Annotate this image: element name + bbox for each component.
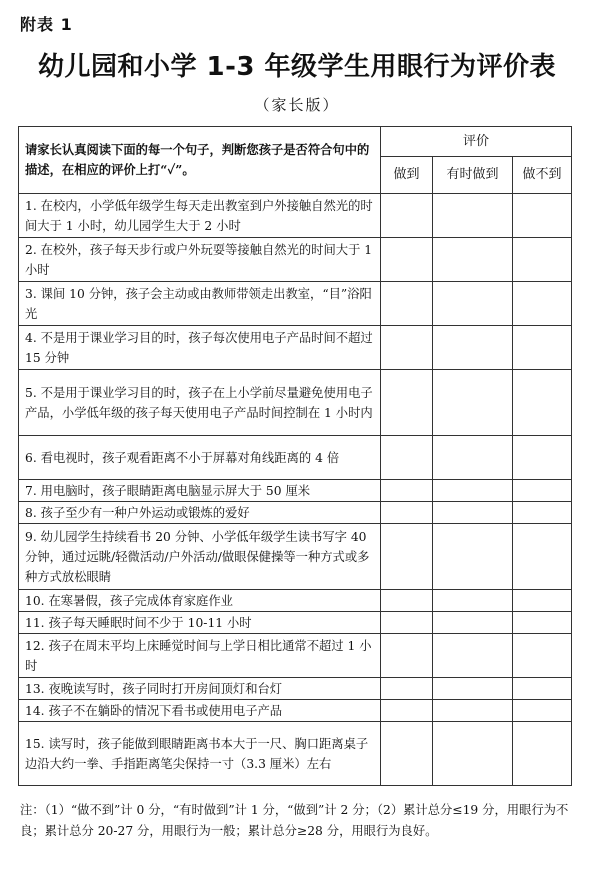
column-header-done: 做到 (381, 157, 433, 194)
table-row (19, 700, 572, 722)
rating-cell-sometimes[interactable] (433, 194, 513, 238)
column-header-not-done: 做不到 (513, 157, 572, 194)
rating-cell-done[interactable] (381, 678, 433, 700)
rating-cell-done[interactable] (381, 634, 433, 678)
rating-cell-sometimes[interactable] (433, 634, 513, 678)
rating-cell-not-done[interactable] (513, 590, 572, 612)
statement-cell: 4. 不是用于课业学习目的时，孩子每次使用电子产品时间不超过 15 分钟 (19, 326, 381, 370)
statement-cell: 2. 在校外，孩子每天步行或户外玩耍等接触自然光的时间大于 1 小时 (19, 238, 381, 282)
table-row (19, 370, 572, 436)
statement-cell: 13. 夜晚读写时，孩子同时打开房间顶灯和台灯 (19, 678, 381, 700)
statement-cell: 6. 看电视时，孩子观看距离不小于屏幕对角线距离的 4 倍 (19, 436, 381, 480)
rating-cell-done[interactable] (381, 436, 433, 480)
instruction-cell: 请家长认真阅读下面的每一个句子，判断您孩子是否符合句中的描述，在相应的评价上打“✓”。 (19, 127, 381, 194)
rating-cell-sometimes[interactable] (433, 480, 513, 502)
rating-cell-sometimes[interactable] (433, 722, 513, 786)
table-row (19, 502, 572, 524)
table-row (19, 524, 572, 590)
page-subtitle: （家长版） (254, 96, 340, 114)
rating-cell-sometimes[interactable] (433, 238, 513, 282)
table-row (19, 238, 572, 282)
rating-cell-not-done[interactable] (513, 502, 572, 524)
rating-cell-done[interactable] (381, 700, 433, 722)
statement-cell: 1. 在校内，小学低年级学生每天走出教室到户外接触自然光的时间大于 1 小时，幼儿园学生大于 2 小时 (19, 194, 381, 238)
rating-cell-done[interactable] (381, 370, 433, 436)
rating-cell-not-done[interactable] (513, 700, 572, 722)
table-row (19, 480, 572, 502)
table-row (19, 194, 572, 238)
rating-cell-done[interactable] (381, 524, 433, 590)
rating-cell-sometimes[interactable] (433, 502, 513, 524)
rating-cell-sometimes[interactable] (433, 282, 513, 326)
scoring-note: 注：（1）“做不到”计 0 分，“有时做到”计 1 分，“做到”计 2 分；（2）累计总分≤19 分，用眼行为不良；累计总分 20-27 分，用眼行为一般；累计总分≥28 分，用眼行为良好。 (20, 803, 569, 838)
rating-cell-sometimes[interactable] (433, 612, 513, 634)
rating-cell-not-done[interactable] (513, 370, 572, 436)
rating-cell-sometimes[interactable] (433, 524, 513, 590)
rating-cell-done[interactable] (381, 480, 433, 502)
table-row (19, 612, 572, 634)
evaluation-table (18, 126, 572, 786)
rating-cell-sometimes[interactable] (433, 436, 513, 480)
rating-cell-not-done[interactable] (513, 194, 572, 238)
rating-cell-not-done[interactable] (513, 722, 572, 786)
rating-cell-sometimes[interactable] (433, 370, 513, 436)
statement-cell: 10. 在寒暑假，孩子完成体育家庭作业 (19, 590, 381, 612)
rating-cell-sometimes[interactable] (433, 590, 513, 612)
rating-cell-not-done[interactable] (513, 326, 572, 370)
rating-cell-sometimes[interactable] (433, 326, 513, 370)
rating-cell-not-done[interactable] (513, 282, 572, 326)
rating-cell-done[interactable] (381, 612, 433, 634)
statement-cell: 3. 课间 10 分钟，孩子会主动或由教师带领走出教室，“目”浴阳光 (19, 282, 381, 326)
rating-cell-sometimes[interactable] (433, 700, 513, 722)
table-row (19, 678, 572, 700)
statement-cell: 11. 孩子每天睡眠时间不少于 10-11 小时 (19, 612, 381, 634)
statement-cell: 14. 孩子不在躺卧的情况下看书或使用电子产品 (19, 700, 381, 722)
statement-cell: 12. 孩子在周末平均上床睡觉时间与上学日相比通常不超过 1 小时 (19, 634, 381, 678)
rating-cell-done[interactable] (381, 722, 433, 786)
rating-cell-done[interactable] (381, 502, 433, 524)
page-title: 幼儿园和小学 1-3 年级学生用眼行为评价表 (37, 52, 557, 82)
table-row (19, 590, 572, 612)
statement-cell: 7. 用电脑时，孩子眼睛距离电脑显示屏大于 50 厘米 (19, 480, 381, 502)
rating-cell-done[interactable] (381, 326, 433, 370)
table-row (19, 634, 572, 678)
statement-cell: 8. 孩子至少有一种户外运动或锻炼的爱好 (19, 502, 381, 524)
evaluation-header: 评价 (381, 127, 572, 157)
rating-cell-done[interactable] (381, 238, 433, 282)
rating-cell-not-done[interactable] (513, 524, 572, 590)
table-row (19, 326, 572, 370)
table-header-row (19, 127, 572, 157)
statement-cell: 15. 读写时，孩子能做到眼睛距离书本大于一尺、胸口距离桌子边沿大约一拳、手指距离笔尖保持一寸（3.3 厘米）左右 (19, 722, 381, 786)
statement-cell: 5. 不是用于课业学习目的时，孩子在上小学前尽量避免使用电子产品，小学低年级的孩子每天使用电子产品时间控制在 1 小时内 (19, 370, 381, 436)
rating-cell-not-done[interactable] (513, 436, 572, 480)
rating-cell-done[interactable] (381, 282, 433, 326)
rating-cell-not-done[interactable] (513, 612, 572, 634)
rating-cell-not-done[interactable] (513, 480, 572, 502)
rating-cell-not-done[interactable] (513, 634, 572, 678)
rating-cell-not-done[interactable] (513, 678, 572, 700)
rating-cell-done[interactable] (381, 590, 433, 612)
rating-cell-not-done[interactable] (513, 238, 572, 282)
table-row (19, 282, 572, 326)
column-header-sometimes: 有时做到 (433, 157, 513, 194)
rating-cell-sometimes[interactable] (433, 678, 513, 700)
statement-cell: 9. 幼儿园学生持续看书 20 分钟、小学低年级学生读书写字 40 分钟，通过远眺/轻微活动/户外活动/做眼保健操等一种方式或多种方式放松眼睛 (19, 524, 381, 590)
rating-cell-done[interactable] (381, 194, 433, 238)
table-row (19, 722, 572, 786)
appendix-label: 附表 1 (20, 15, 73, 34)
table-row (19, 436, 572, 480)
